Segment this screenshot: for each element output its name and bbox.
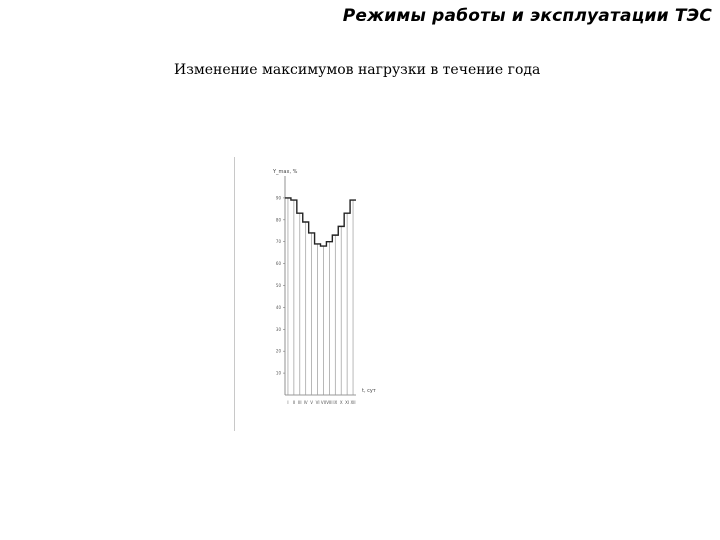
x-tick-label: III: [298, 400, 302, 405]
x-tick-label: IV: [303, 400, 308, 405]
x-tick-label: V: [310, 400, 313, 405]
y-tick-label: 30: [275, 326, 281, 332]
x-tick-label: XI: [345, 400, 350, 405]
x-tick-label: VI: [315, 400, 320, 405]
x-tick-label: II: [292, 400, 296, 405]
y-tick-label: 80: [275, 217, 281, 223]
x-tick-label: VIII: [326, 400, 333, 405]
y-tick-label: 90: [275, 195, 281, 201]
x-tick-label: X: [339, 400, 343, 405]
x-tick-label: IX: [333, 400, 338, 405]
y-tick-label: 60: [275, 261, 281, 267]
y-tick-label: 70: [275, 239, 281, 245]
series-line: [285, 198, 356, 246]
y-axis-title: Y_max, %: [273, 169, 298, 175]
x-axis-title: t, сут: [362, 388, 376, 394]
y-tick-label: 20: [275, 348, 281, 354]
y-tick-label: 10: [275, 370, 281, 376]
x-tick-label: I: [287, 400, 289, 405]
y-tick-label: 40: [275, 304, 281, 310]
chart-bars: [288, 198, 353, 395]
x-tick-label: XII: [350, 400, 356, 405]
slide-subtitle: Изменение максимумов нагрузки в течение года: [174, 62, 541, 78]
y-tick-label: 50: [275, 283, 281, 288]
chart-step-line: [285, 198, 356, 246]
x-tick-label: VII: [320, 400, 327, 405]
chart-labels: [272, 169, 376, 405]
slide-header: Режимы работы и эксплуатации ТЭС: [342, 6, 712, 26]
